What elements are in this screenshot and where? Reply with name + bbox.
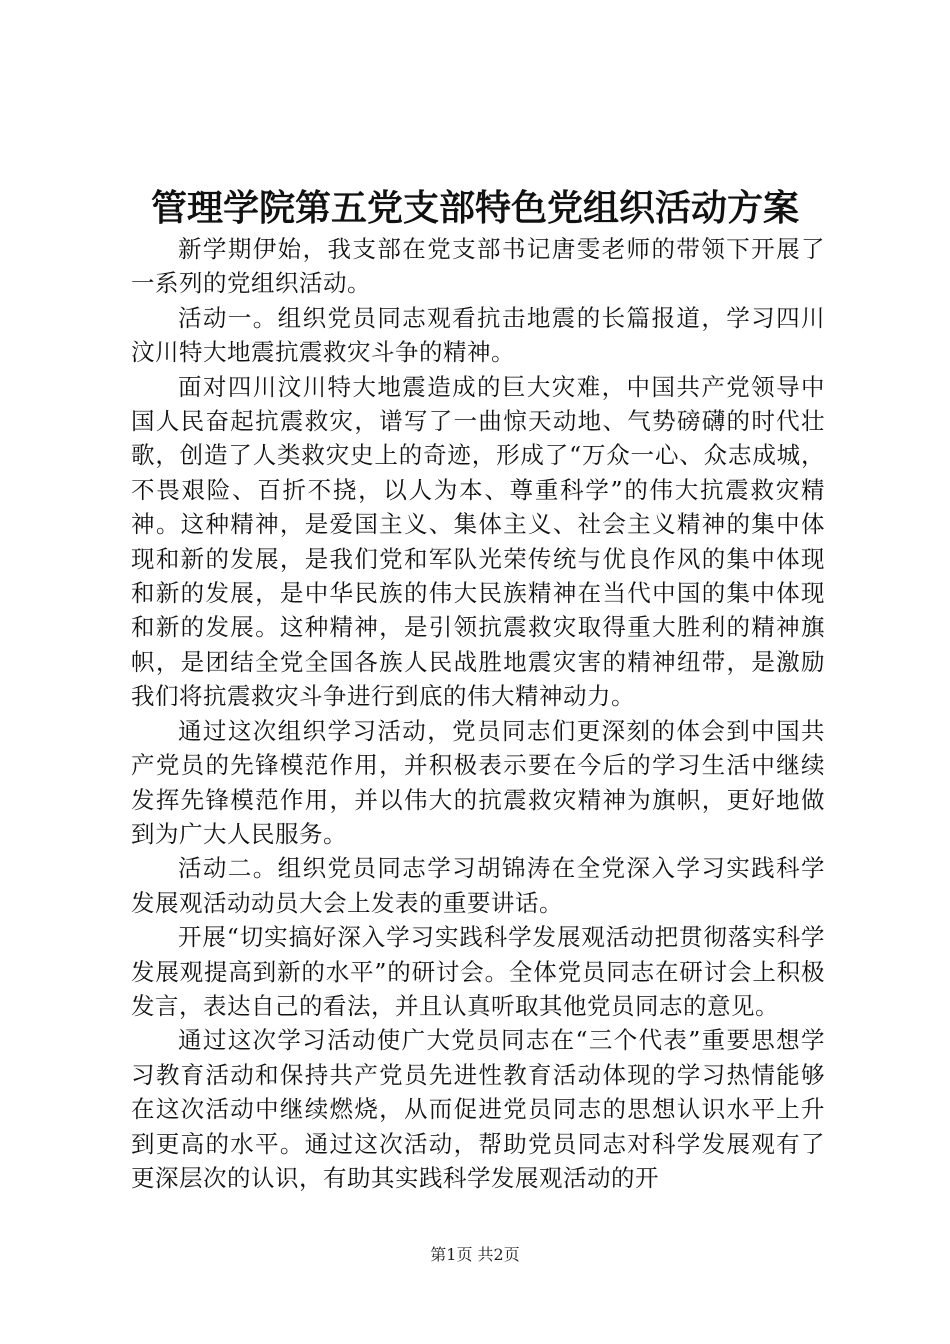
- paragraph: 通过这次学习活动使广大党员同志在“三个代表”重要思想学习教育活动和保持共产党员先进性教育活动体现的学习热情能够在这次活动中继续燃烧，从而促进党员同志的思想认识水平上升到更高的水平。通过这次活动，帮助党员同志对科学发展观有了更深层次的认识，有助其实践科学发展观活动的开: [131, 1026, 825, 1192]
- paragraph: 通过这次组织学习活动，党员同志们更深刻的体会到中国共产党员的先锋模范作用，并积极表示要在今后的学习生活中继续发挥先锋模范作用，并以伟大的抗震救灾精神为旗帜，更好地做到为广大人民服务。: [131, 716, 825, 848]
- paragraph: 活动二。组织党员同志学习胡锦涛在全党深入学习实践科学发展观活动动员大会上发表的重要讲话。: [131, 854, 825, 917]
- paragraph: 新学期伊始，我支部在党支部书记唐雯老师的带领下开展了一系列的党组织活动。: [131, 235, 825, 298]
- page-footer: 第1页 共2页: [430, 1245, 520, 1264]
- paragraph: 开展“切实搞好深入学习实践科学发展观活动把贯彻落实科学发展观提高到新的水平”的研讨会。全体党员同志在研讨会上积极发言，表达自己的看法，并且认真听取其他党员同志的意见。: [131, 923, 825, 1020]
- document-body: [131, 232, 825, 1195]
- paragraph: 活动一。组织党员同志观看抗击地震的长篇报道，学习四川汶川特大地震抗震救灾斗争的精神。: [131, 303, 825, 367]
- document-title: 管理学院第五党支部特色党组织活动方案: [150, 187, 799, 229]
- paragraph: 面对四川汶川特大地震造成的巨大灾难，中国共产党领导中国人民奋起抗震救灾，谱写了一曲惊天动地、气势磅礴的时代壮歌，创造了人类救灾史上的奇迹，形成了“万众一心、众志成城，不畏艰险、百折不挠，以人为本、尊重科学”的伟大抗震救灾精神。这种精神，是爱国主义、集体主义、社会主义精神的集中体现和新的发展，是我们党和军队光荣传统与优良作风的集中体现和新的发展，是中华民族的伟大民族精神在当代中国的集中体现和新的发展。这种精神，是引领抗震救灾取得重大胜利的精神旗帜，是团结全党全国各族人民战胜地震灾害的精神纽带，是激励我们将抗震救灾斗争进行到底的伟大精神动力。: [131, 372, 825, 711]
